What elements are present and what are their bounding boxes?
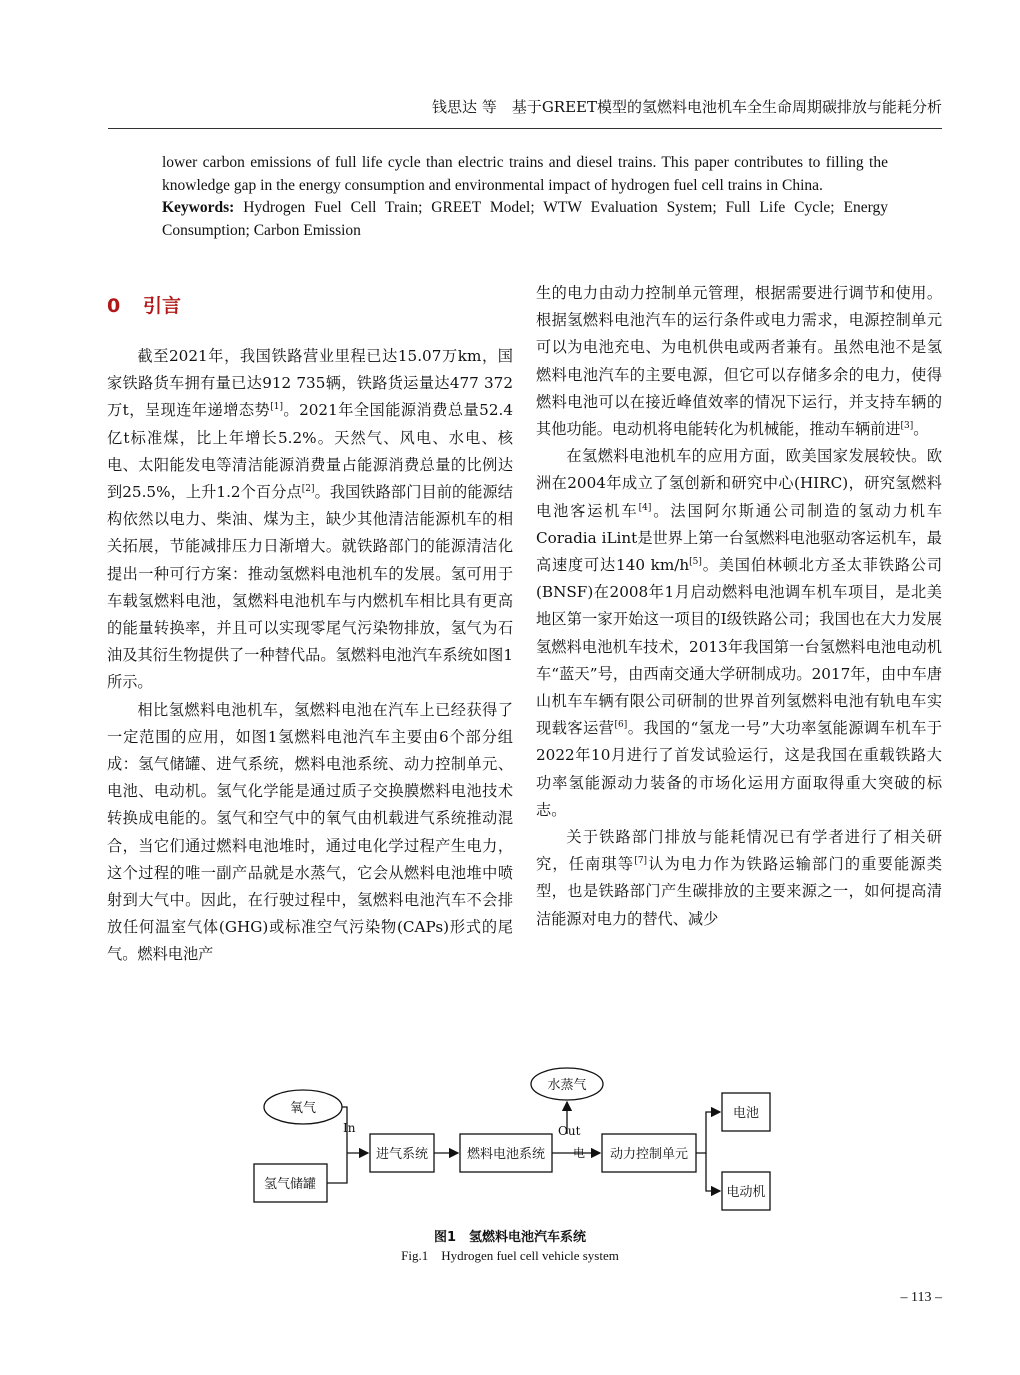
- paragraph: [107, 697, 513, 969]
- text-run: 截至2021年，我国铁路营业里程已达15.07万km，国家铁路货车拥有量已达912 735辆，铁路货运量达477 372万t，呈现连年递增态势: [107, 347, 513, 420]
- text-run: 相比氢燃料电池机车，氢燃料电池在汽车上已经获得了一定范围的应用，如图1氢燃料电池汽车主要由6个部分组成：氢气储罐、进气系统，燃料电池系统、动力控制单元、电池、电动机。氢气化学能是通过质子交换膜燃料电池技术转换成电能的。氢气和空气中的氧气由机载进气系统推动混合，当它们通过燃料电池堆时，通过电化学过程产生电力，这个过程的唯一副产品就是水蒸气，它会从燃料电池堆中喷射到大气中。因此，在行驶过程中，氢燃料电池汽车不会排放任何温室气体(GHG)或标准空气污染物(CAPs)形式的尾气。燃料电池产: [107, 700, 513, 964]
- paragraph: [536, 443, 942, 824]
- abstract-tail: [162, 152, 888, 242]
- citation: [5]: [689, 556, 702, 567]
- fuelcell-label: 燃料电池系统: [466, 1147, 546, 1162]
- paragraph: [536, 280, 942, 443]
- text-run: 。美国伯林顿北方圣太菲铁路公司(BNSF)在2008年1月启动燃料电池调车机车项目，是北美地区第一家开始这一项目的I级铁路公司；我国也在大力发展氢燃料电池机车技术，2013年我国第一台氢燃料电池电动机车“蓝天”号，由西南交通大学研制成功。2017年，由中车唐山机车车辆有限公司研制的世界首列氢燃料电池有轨电车实现载客运营: [536, 556, 943, 738]
- system-diagram: [250, 1062, 780, 1222]
- intake-label: 进气系统: [375, 1147, 429, 1162]
- elec-label: 电: [573, 1146, 586, 1160]
- text-run: 。我国的“氢龙一号”大功率氢能源调车机车于2022年10月进行了首发试验运行，这是我国在重载铁路大功率氢能源动力装备的市场化运用方面取得重大突破的标志。: [536, 719, 943, 819]
- citation: [7]: [634, 856, 648, 867]
- paragraph: [536, 824, 942, 933]
- pcu-label: 动力控制单元: [609, 1147, 689, 1162]
- section-number: 0: [107, 295, 121, 317]
- citation: [2]: [301, 483, 315, 494]
- out-label: Out: [558, 1124, 581, 1138]
- text-run: 。法国阿尔斯通公司制造的氢动力机车Coradia iLint是世界上第一台氢燃料电池驱动客运机车，最高速度可达140 km/h: [536, 501, 943, 575]
- section-heading: [107, 288, 513, 324]
- tank-label: 氢气储罐: [263, 1177, 317, 1192]
- keywords-label: Keywords:: [162, 199, 235, 216]
- figure-caption-zh: 图1 氢燃料电池汽车系统: [433, 1230, 587, 1245]
- running-header: [108, 96, 942, 129]
- text-run: 在氢燃料电池机车的应用方面，欧美国家发展较快。欧洲在2004年成立了氢创新和研究中心(HIRC)，研究氢燃料电池客运机车: [536, 447, 942, 520]
- keywords-text: Hydrogen Fuel Cell Train; GREET Model; WTW Evaluation System; Full Life Cycle; Energy Consumption; Carbon Emission: [162, 199, 888, 239]
- citation: [6]: [614, 720, 628, 731]
- oxygen-label: 氧气: [289, 1101, 317, 1116]
- text-run: 关于铁路部门排放与能耗情况已有学者进行了相关研究，任南琪等: [536, 828, 942, 874]
- text-run: 认为电力作为铁路运输部门的重要能源类型，也是铁路部门产生碳排放的主要来源之一，如何提高清洁能源对电力的替代、减少: [536, 855, 943, 928]
- abstract-text: lower carbon emissions of full life cycle than electric trains and diesel trains. This paper contributes to filling the knowledge gap in the energy consumption and environmental impact of hydrogen fuel cell trains in China.: [162, 154, 888, 194]
- citation: [1]: [270, 402, 283, 413]
- battery-label: 电池: [732, 1106, 760, 1121]
- section-title: 引言: [143, 295, 182, 317]
- text-run: 。我国铁路部门目前的能源结构依然以电力、柴油、煤为主，缺少其他清洁能源机车的相关拓展，节能减排压力日渐增大。就铁路部门的能源清洁化提出一种可行方案：推动氢燃料电池机车的发展。氢可用于车载氢燃料电池，氢燃料电池机车与内燃机车相比具有更高的能量转换率，并且可以实现零尾气污染物排放，氢气为石油及其衍生物提供了一种替代品。氢燃料电池汽车系统如图1所示。: [107, 483, 513, 692]
- left-column: [107, 284, 513, 969]
- diagram-svg: [250, 1062, 780, 1222]
- in-label: In: [343, 1121, 356, 1135]
- citation: [4]: [638, 502, 652, 513]
- page-number: – 113 –: [900, 1290, 942, 1305]
- header-text: 钱思达 等 基于GREET模型的氢燃料电池机车全生命周期碳排放与能耗分析: [432, 98, 942, 116]
- figure-caption-en: Fig.1 Hydrogen fuel cell vehicle system: [401, 1248, 619, 1263]
- text-run: 。2021年全国能源消费总量52.4亿t标准煤，比上年增长5.2%。天然气、风电、水电、核电、太阳能发电等清洁能源消费量占能源消费总量的比例达到25.5%，上升1.2个百分点: [107, 401, 513, 502]
- paragraph: [107, 343, 513, 697]
- citation: [3]: [900, 420, 914, 431]
- motor-label: 电动机: [726, 1185, 766, 1200]
- text-run: 生的电力由动力控制单元管理，根据需要进行调节和使用。根据氢燃料电池汽车的运行条件或电力需求，电源控制单元可以为电池充电、为电机供电或两者兼有。虽然电池不是氢燃料电池汽车的主要电源，但它可以存储多余的电力，使得燃料电池可以在接近峰值效率的情况下运行，并支持车辆的其他功能。电动机将电能转化为机械能，推动车辆前进: [536, 284, 942, 439]
- vapor-label: 水蒸气: [547, 1078, 587, 1093]
- right-column: [536, 280, 942, 933]
- text-run: 。: [913, 420, 929, 439]
